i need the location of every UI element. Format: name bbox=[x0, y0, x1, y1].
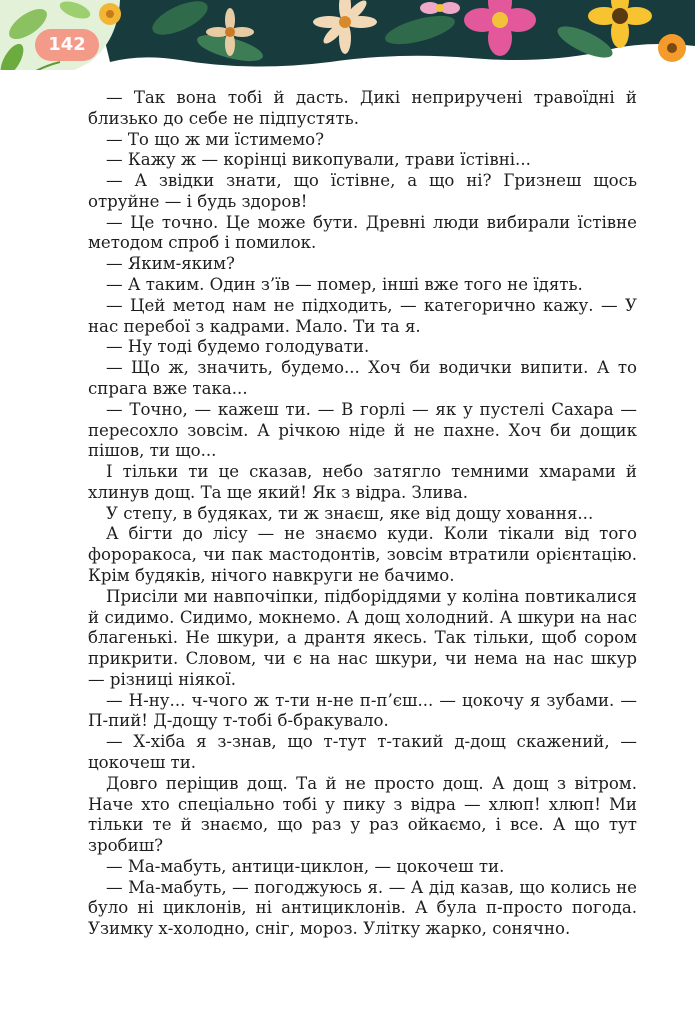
paragraph: А бігти до лісу — не знаємо куди. Коли тікали від того фороракоса, чи пак мастодонтів, зовсім втратили орієнтацію. Крім будяків, нічого навкруги не бачимо. bbox=[88, 524, 637, 585]
paragraph: — То що ж ми їстимемо? bbox=[106, 129, 325, 149]
paragraph: — Цей метод нам не підходить, — категорично кажу. — У нас перебої з кадрами. Мало. Ти та я. bbox=[88, 295, 637, 336]
paragraph: У степу, в будяках, ти ж знаєш, яке від дощу ховання... bbox=[106, 503, 594, 523]
paragraph: — Кажу ж — корінці викопували, трави їстівні... bbox=[106, 150, 531, 170]
paragraph: — Що ж, значить, будемо... Хоч би водички випити. А то спрага вже така... bbox=[88, 358, 637, 398]
paragraph: І тільки ти це сказав, небо затягло темними хмарами й хлинув дощ. Та ще який! Як з відра. Злива. bbox=[88, 462, 637, 502]
paragraph: — Так вона тобі й дасть. Дикі неприручені травоїдні й близько до себе не підпустять. bbox=[88, 88, 637, 128]
paragraph: — А звідки знати, що їстівне, а що ні? Гризнеш щось отруйне — і будь здоров! bbox=[88, 171, 637, 211]
paragraph: Присіли ми навпочіпки, підборіддями у коліна повтикалися й сидимо. Сидимо, мокнемо. А дощ холодний. А шкури на нас благенькі. Не шкури, а дрантя якесь. Так тільки, щоб сором прикрити. Словом, чи є на нас шкури, чи нема на нас шкур — різниці ніякої. bbox=[88, 586, 637, 689]
paragraph: — Точно, — кажеш ти. — В горлі — як у пустелі Сахара — пересохло зовсім. А річкою ніде й не пахне. Хоч би дощик пішов, ти що... bbox=[88, 399, 637, 461]
page-number-badge: 142 bbox=[35, 29, 99, 61]
paragraph: — Ма-мабуть, антици-циклон, — цокочеш ти. bbox=[106, 856, 505, 876]
story-text bbox=[88, 88, 637, 940]
paragraph: — Н-ну... ч-чого ж т-ти н-не п-п’єш... — цокочу я зубами. — П-пий! Д-дощу т-тобі б-бракувало. bbox=[88, 690, 637, 731]
paragraph: — Ну тоді будемо голодувати. bbox=[106, 337, 370, 357]
paragraph: — Ма-мабуть, — погоджуюсь я. — А дід казав, що колись не було ні циклонів, ні антициклонів. А була п-просто погода. Узимку х-холодно, сніг, мороз. Улітку жарко, сонячно. bbox=[88, 877, 637, 939]
decorative-flower-banner bbox=[0, 0, 695, 70]
flower-illustration bbox=[0, 0, 695, 70]
paragraph: — Х-хіба я з-знав, що т-тут т-такий д-дощ скажений, — цокочеш ти. bbox=[88, 732, 637, 772]
paragraph: Довго періщив дощ. Та й не просто дощ. А дощ з вітром. Наче хто спеціально тобі у пику з відра — хлюп! хлюп! Ми тільки те й знаємо, що раз у раз ойкаємо, і все. А що тут зробиш? bbox=[88, 773, 637, 856]
paragraph: — А таким. Один з’їв — помер, інші вже того не їдять. bbox=[106, 275, 583, 295]
paragraph: — Яким-яким? bbox=[106, 254, 235, 274]
paragraph: — Це точно. Це може бути. Древні люди вибирали їстівне методом спроб і помилок. bbox=[88, 212, 637, 253]
